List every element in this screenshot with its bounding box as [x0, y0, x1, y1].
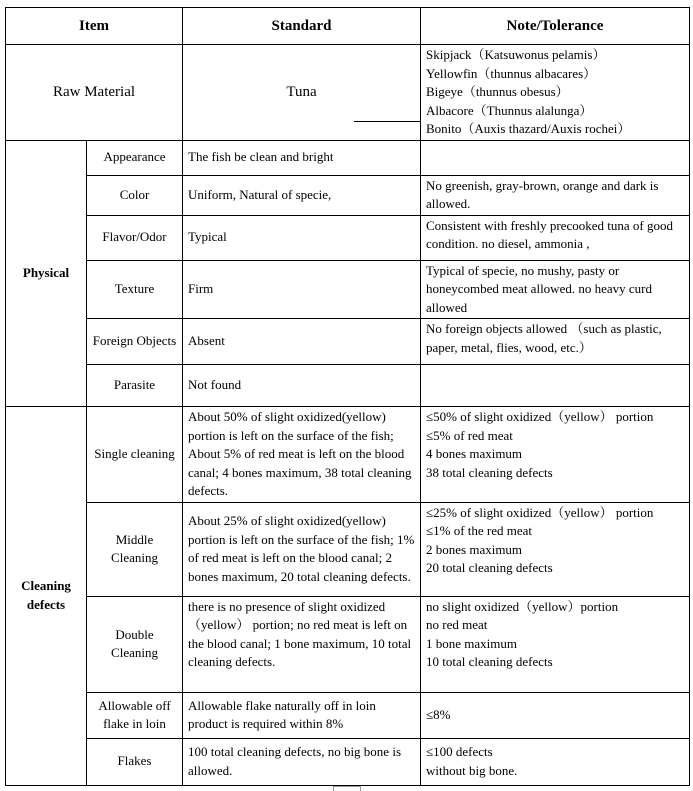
criterion-standard: Typical	[183, 215, 421, 260]
criterion-standard: Not found	[183, 365, 421, 407]
criterion-note	[421, 738, 690, 785]
criterion-name: Parasite	[87, 365, 183, 407]
table-row	[6, 260, 690, 319]
tolerance-line: ≤100 defects	[426, 744, 493, 759]
criterion-standard: About 25% of slight oxidized(yellow) portion is left on the surface of the fish; 1% of red meat is left on the blood canal; 2 bones maximum, 20 total cleaning defects.	[183, 502, 421, 596]
header-standard: Standard	[183, 8, 421, 45]
criterion-standard: Absent	[183, 319, 421, 365]
header-item: Item	[6, 8, 183, 45]
species-line: Albacore（Thunnus alalunga）	[426, 102, 593, 118]
criterion-name: Appearance	[87, 140, 183, 175]
criterion-note: No foreign objects allowed （such as plastic, paper, metal, flies, wood, etc.）	[421, 319, 690, 365]
tolerance-line: no slight oxidized（yellow）portion	[426, 598, 619, 614]
criterion-note	[421, 692, 690, 738]
tolerance-line: ≤50% of slight oxidized（yellow） portion	[426, 409, 654, 424]
criterion-note	[421, 596, 690, 692]
criterion-name: Flakes	[87, 738, 183, 785]
tolerance-line: without big bone.	[426, 762, 518, 778]
criterion-standard: The fish be clean and bright	[183, 140, 421, 175]
criterion-name: Allowable off flake in loin	[87, 692, 183, 738]
criterion-note	[421, 140, 690, 175]
criterion-name: Texture	[87, 260, 183, 319]
criterion-standard: 100 total cleaning defects, no big bone is allowed.	[183, 738, 421, 785]
criterion-name: Single cleaning	[87, 407, 183, 503]
criterion-standard: Uniform, Natural of specie,	[183, 175, 421, 215]
table-row	[6, 407, 690, 503]
criterion-note: No greenish, gray-brown, orange and dark is allowed.	[421, 175, 690, 215]
criterion-note	[421, 407, 690, 503]
spec-table	[5, 7, 690, 786]
species-line: Yellowfin（thunnus albacares）	[426, 65, 597, 81]
raw-material-notes	[421, 45, 690, 141]
criterion-name: Double Cleaning	[87, 596, 183, 692]
criterion-standard: Firm	[183, 260, 421, 319]
table-row	[6, 215, 690, 260]
criterion-standard: Allowable flake naturally off in loin product is required within 8%	[183, 692, 421, 738]
tolerance-line: no red meat	[426, 617, 488, 632]
criterion-name: Middle Cleaning	[87, 502, 183, 596]
criterion-name: Color	[87, 175, 183, 215]
table-row	[6, 596, 690, 692]
tolerance-line: ≤1% of the red meat	[426, 523, 533, 538]
criterion-note: Consistent with freshly precooked tuna of good condition. no diesel, ammonia ,	[421, 215, 690, 260]
physical-group-label: Physical	[6, 140, 87, 407]
header-row	[6, 8, 690, 45]
criterion-standard: there is no presence of slight oxidized （yellow） portion; no red meat is left on the blood canal; 1 bone maximum, 10 total cleaning defects.	[183, 596, 421, 692]
table-row	[6, 140, 690, 175]
species-line: Bigeye（thunnus obesus）	[426, 84, 569, 99]
table-row	[6, 738, 690, 785]
tolerance-line: 38 total cleaning defects	[426, 464, 553, 480]
species-line: Bonito（Auxis thazard/Auxis rochei）	[426, 121, 631, 136]
criterion-standard: About 50% of slight oxidized(yellow) portion is left on the surface of the fish; About 5% of red meat is left on the blood canal; 4 bones maximum, 38 total cleaning defects.	[183, 407, 421, 503]
table-row	[6, 692, 690, 738]
criterion-name: Foreign Objects	[87, 319, 183, 365]
criterion-name: Flavor/Odor	[87, 215, 183, 260]
tolerance-line: ≤25% of slight oxidized（yellow） portion	[426, 504, 654, 520]
cleaning-group-label: Cleaning defects	[6, 407, 87, 786]
tolerance-line: 1 bone maximum	[426, 635, 517, 651]
page-corner-mark	[333, 786, 361, 791]
table-row	[6, 175, 690, 215]
criterion-note: Typical of specie, no mushy, pasty or honeycombed meat allowed. no heavy curd allowed	[421, 260, 690, 319]
raw-material-row	[6, 45, 690, 141]
partial-rule	[354, 121, 421, 122]
tolerance-line: 2 bones maximum	[426, 541, 523, 557]
tolerance-line: 4 bones maximum	[426, 446, 523, 461]
tolerance-line: 10 total cleaning defects	[426, 654, 553, 669]
tolerance-line: ≤5% of red meat	[426, 427, 513, 443]
header-note: Note/Tolerance	[421, 8, 690, 45]
criterion-note	[421, 502, 690, 596]
table-row	[6, 502, 690, 596]
table-row	[6, 319, 690, 365]
tolerance-line: ≤8%	[426, 706, 451, 722]
species-line: Skipjack（Katsuwonus pelamis）	[426, 47, 606, 62]
criterion-note	[421, 365, 690, 407]
raw-material-item: Raw Material	[6, 45, 183, 141]
table-row	[6, 365, 690, 407]
tolerance-line: 20 total cleaning defects	[426, 560, 553, 575]
raw-material-standard: Tuna	[183, 45, 421, 141]
